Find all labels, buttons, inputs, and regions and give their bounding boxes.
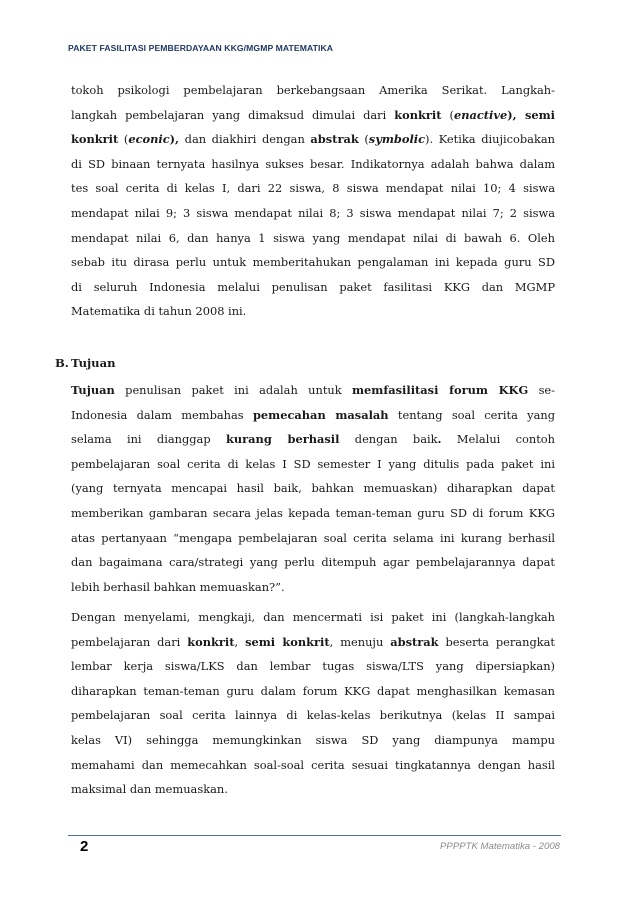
text-run: atas pertanyaan “mengapa pembelajaran soal cerita selama ini kurang berhasil bbox=[71, 530, 555, 545]
text-line bbox=[71, 679, 555, 704]
text-run: lembar kerja siswa/LKS dan lembar tugas siswa/LTS yang dipersiapkan) bbox=[71, 659, 555, 674]
text-run: kelas VI) sehingga memungkinkan siswa SD yang diampunya mampu bbox=[71, 732, 555, 747]
footer-divider bbox=[68, 835, 561, 836]
text-run: memahami dan memecahkan soal-soal cerita sesuai tingkatannya dengan hasil bbox=[71, 757, 555, 772]
bold-text-run: ), semi bbox=[507, 107, 555, 122]
text-line bbox=[71, 427, 555, 452]
text-run: beserta perangkat bbox=[438, 634, 556, 649]
text-run: sebab itu dirasa perlu untuk memberitahukan pengalaman ini kepada guru SD bbox=[71, 255, 555, 270]
text-run: langkah pembelajaran yang dimaksud dimulai dari bbox=[71, 107, 395, 122]
text-line bbox=[71, 526, 555, 551]
text-line bbox=[71, 728, 555, 753]
paragraph-dengan-menyelami bbox=[71, 605, 555, 802]
footer-publisher: PPPPTK Matematika - 2008 bbox=[440, 841, 560, 852]
text-line bbox=[71, 226, 555, 251]
text-run: mendapat nilai 9; 3 siswa mendapat nilai 8; 3 siswa mendapat nilai 7; 2 siswa bbox=[71, 205, 555, 220]
bold-text-run: abstrak bbox=[310, 132, 359, 147]
text-line bbox=[71, 378, 555, 403]
text-run: Dengan menyelami, mengkaji, dan mencermati isi paket ini (langkah-langkah bbox=[71, 610, 555, 624]
text-line bbox=[71, 501, 555, 526]
text-run: se- bbox=[528, 383, 556, 397]
text-run: ( bbox=[358, 132, 369, 147]
text-line bbox=[71, 777, 555, 802]
text-line bbox=[71, 103, 555, 128]
text-run: (yang ternyata mencapai hasil baik, bahkan memuaskan) diharapkan dapat bbox=[71, 481, 555, 496]
bold-text-run: Tujuan bbox=[71, 383, 115, 397]
text-run: Melalui contoh bbox=[441, 432, 556, 447]
paragraph-tujuan bbox=[71, 378, 555, 599]
text-line bbox=[71, 654, 555, 679]
text-line bbox=[71, 299, 555, 324]
bold-text-run: konkrit bbox=[394, 107, 442, 122]
text-line bbox=[71, 201, 555, 226]
bold-text-run: symbolic bbox=[368, 132, 426, 147]
text-run: ). Ketika diujicobakan bbox=[425, 132, 556, 147]
text-run: mendapat nilai 6, dan hanya 1 siswa yang mendapat nilai di bawah 6. Oleh bbox=[71, 230, 555, 245]
text-run: pembelajaran soal cerita di kelas I SD semester I yang ditulis pada paket ini bbox=[71, 456, 555, 471]
text-run: diharapkan teman-teman guru dalam forum KKG dapat menghasilkan kemasan bbox=[71, 683, 555, 698]
text-run: maksimal dan memuaskan. bbox=[71, 782, 228, 797]
text-run: penulisan paket ini adalah untuk bbox=[114, 383, 352, 397]
text-run: memberikan gambaran secara jelas kepada teman-teman guru SD di forum KKG bbox=[71, 505, 555, 520]
running-header: PAKET FASILITASI PEMBERDAYAAN KKG/MGMP MATEMATIKA bbox=[68, 43, 334, 53]
text-line bbox=[71, 127, 555, 152]
text-run: pembelajaran soal cerita lainnya di kelas-kelas berikutnya (kelas II sampai bbox=[71, 708, 555, 723]
text-line bbox=[71, 152, 555, 177]
text-run: ( bbox=[118, 132, 129, 147]
text-run: lebih berhasil bahkan memuaskan?”. bbox=[71, 579, 285, 594]
text-line bbox=[71, 703, 555, 728]
text-line bbox=[71, 250, 555, 275]
bold-text-run: abstrak bbox=[390, 634, 439, 649]
text-run: Indonesia dalam membahas bbox=[71, 407, 253, 422]
text-line bbox=[71, 630, 555, 655]
page-number: 2 bbox=[80, 838, 89, 855]
text-run: Matematika di tahun 2008 ini. bbox=[71, 304, 247, 319]
text-line bbox=[71, 550, 555, 575]
bold-text-run: ), bbox=[169, 132, 180, 147]
bold-text-run: . bbox=[437, 432, 442, 447]
text-run: di seluruh Indonesia melalui penulisan paket fasilitasi KKG dan MGMP bbox=[71, 279, 555, 294]
bold-text-run: memfasilitasi forum KKG bbox=[352, 383, 529, 397]
text-run: dan diakhiri dengan bbox=[179, 132, 311, 147]
text-run: , menuju bbox=[329, 634, 391, 649]
text-run: ( bbox=[441, 107, 454, 122]
text-line bbox=[71, 575, 555, 600]
text-line bbox=[71, 275, 555, 300]
text-run: , bbox=[234, 634, 246, 649]
text-line bbox=[71, 176, 555, 201]
bold-text-run: konkrit bbox=[71, 132, 119, 147]
text-line bbox=[71, 403, 555, 428]
section-title: Tujuan bbox=[71, 356, 116, 370]
bold-text-run: econic bbox=[128, 132, 170, 147]
section-heading-tujuan bbox=[55, 356, 116, 370]
text-run: tes soal cerita di kelas I, dari 22 siswa, 8 siswa mendapat nilai 10; 4 siswa bbox=[71, 181, 555, 196]
bold-text-run: konkrit bbox=[187, 634, 235, 649]
text-run: tentang soal cerita yang bbox=[388, 407, 556, 422]
bold-text-run: semi konkrit bbox=[245, 634, 330, 649]
text-run: di SD binaan ternyata hasilnya sukses besar. Indikatornya adalah bahwa dalam bbox=[71, 156, 555, 171]
text-run: dengan baik bbox=[339, 432, 438, 447]
text-run: tokoh psikologi pembelajaran berkebangsaan Amerika Serikat. Langkah- bbox=[71, 83, 555, 97]
bold-text-run: kurang berhasil bbox=[226, 432, 340, 447]
bold-text-run: enactive bbox=[453, 107, 508, 122]
text-run: selama ini dianggap bbox=[71, 432, 226, 447]
text-line bbox=[71, 78, 555, 103]
text-run: pembelajaran dari bbox=[71, 634, 188, 649]
text-line bbox=[71, 476, 555, 501]
bold-text-run: pemecahan masalah bbox=[252, 407, 389, 422]
section-letter: B. bbox=[55, 356, 69, 370]
text-line bbox=[71, 605, 555, 630]
paragraph-intro-continued bbox=[71, 78, 555, 324]
text-line bbox=[71, 452, 555, 477]
text-run: dan bagaimana cara/strategi yang perlu ditempuh agar pembelajarannya dapat bbox=[71, 555, 555, 570]
text-line bbox=[71, 753, 555, 778]
